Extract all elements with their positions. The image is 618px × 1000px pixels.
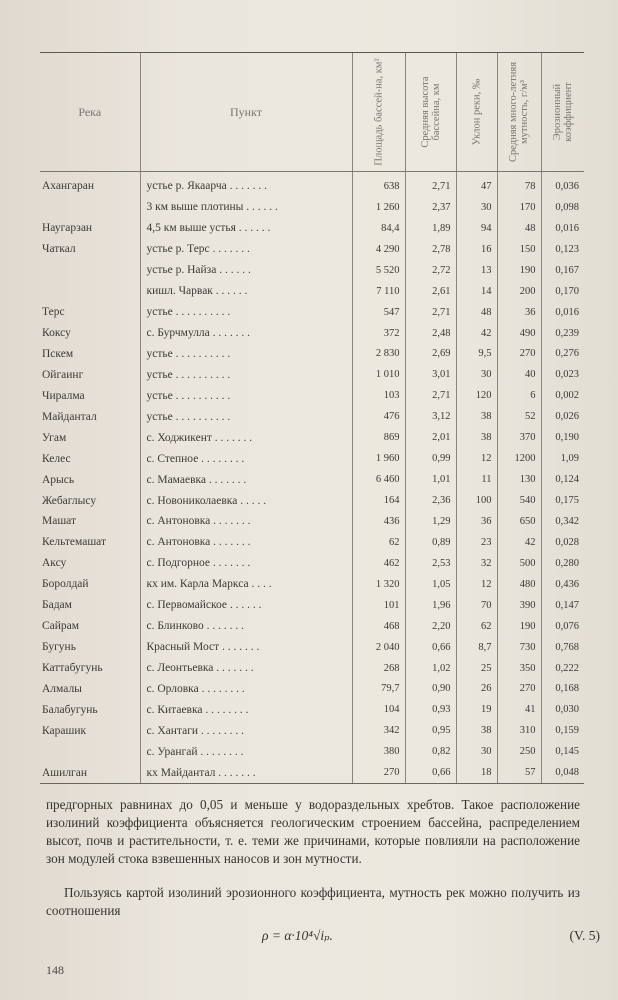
station-cell: устье р. Найза . . . . . . <box>140 260 352 281</box>
erosion-data-table <box>40 52 584 784</box>
value-cell: 0,276 <box>541 344 584 365</box>
table-row <box>40 427 584 448</box>
river-cell <box>40 260 140 281</box>
value-cell: 650 <box>497 511 541 532</box>
station-cell: устье . . . . . . . . . . <box>140 406 352 427</box>
value-cell: 190 <box>497 260 541 281</box>
river-cell: Каттабугунь <box>42 662 103 675</box>
table-row <box>40 679 584 700</box>
table-row <box>40 574 584 595</box>
value-cell: 0,016 <box>541 218 584 239</box>
river-cell: Ахангаран <box>42 180 94 193</box>
table-row <box>40 323 584 344</box>
river-cell <box>40 741 140 762</box>
value-cell: 12 <box>456 448 497 469</box>
table-row <box>40 239 584 260</box>
value-cell: 638 <box>352 172 405 197</box>
value-cell: 1,02 <box>405 658 456 679</box>
column-header: Пункт <box>140 53 352 172</box>
value-cell: 25 <box>456 658 497 679</box>
value-cell: 38 <box>456 720 497 741</box>
value-cell: 14 <box>456 281 497 302</box>
value-cell: 0,436 <box>541 574 584 595</box>
column-header <box>405 53 456 172</box>
value-cell: 547 <box>352 302 405 323</box>
table-row <box>40 448 584 469</box>
river-cell: Жебаглысу <box>42 494 97 507</box>
value-cell: 1,89 <box>405 218 456 239</box>
value-cell: 0,93 <box>405 699 456 720</box>
value-cell: 2 040 <box>352 637 405 658</box>
value-cell: 6 <box>497 385 541 406</box>
station-cell: устье . . . . . . . . . . <box>140 302 352 323</box>
table-row <box>40 762 584 783</box>
value-cell: 490 <box>497 323 541 344</box>
value-cell: 101 <box>352 595 405 616</box>
value-cell: 0,048 <box>541 762 584 783</box>
station-cell: с. Первомайское . . . . . . <box>140 595 352 616</box>
river-cell: Кельтемашат <box>42 536 107 549</box>
station-cell: устье . . . . . . . . . . <box>140 385 352 406</box>
table-row <box>40 511 584 532</box>
value-cell: 2,37 <box>405 197 456 218</box>
column-header <box>456 53 497 172</box>
value-cell: 2,71 <box>405 302 456 323</box>
value-cell: 30 <box>456 197 497 218</box>
value-cell: 268 <box>352 658 405 679</box>
value-cell: 0,66 <box>405 762 456 783</box>
table-header-row <box>40 53 584 172</box>
value-cell: 42 <box>497 532 541 553</box>
value-cell: 1 320 <box>352 574 405 595</box>
value-cell: 0,145 <box>541 741 584 762</box>
value-cell: 40 <box>497 364 541 385</box>
column-header-label: Средняя много-летняя мутность, г/м³ <box>508 61 530 163</box>
value-cell: 270 <box>352 762 405 783</box>
table-row <box>40 385 584 406</box>
value-cell: 30 <box>456 364 497 385</box>
value-cell: 190 <box>497 616 541 637</box>
value-cell: 4 290 <box>352 239 405 260</box>
value-cell: 730 <box>497 637 541 658</box>
value-cell: 0,028 <box>541 532 584 553</box>
table-row <box>40 302 584 323</box>
column-header-label: Площадь бассей-на, км² <box>373 58 384 166</box>
value-cell: 1,96 <box>405 595 456 616</box>
value-cell: 250 <box>497 741 541 762</box>
column-header-label: Уклон реки, ‰ <box>471 78 482 146</box>
station-cell: с. Китаевка . . . . . . . . <box>140 699 352 720</box>
value-cell: 2,69 <box>405 344 456 365</box>
value-cell: 0,026 <box>541 406 584 427</box>
value-cell: 52 <box>497 406 541 427</box>
station-cell: устье р. Якаарча . . . . . . . <box>140 172 352 197</box>
value-cell: 0,342 <box>541 511 584 532</box>
value-cell: 0,076 <box>541 616 584 637</box>
value-cell: 0,190 <box>541 427 584 448</box>
value-cell: 2,20 <box>405 616 456 637</box>
station-cell: с. Новониколаевка . . . . . <box>140 490 352 511</box>
table-row <box>40 595 584 616</box>
river-cell: Бугунь <box>42 641 76 654</box>
value-cell: 436 <box>352 511 405 532</box>
value-cell: 1,05 <box>405 574 456 595</box>
river-cell: Ашилган <box>40 762 140 783</box>
value-cell: 2,61 <box>405 281 456 302</box>
river-cell: Терс <box>42 306 65 319</box>
value-cell: 0,016 <box>541 302 584 323</box>
value-cell: 500 <box>497 553 541 574</box>
table-row <box>40 741 584 762</box>
station-cell: с. Мамаевка . . . . . . . <box>140 469 352 490</box>
station-cell: кишл. Чарвак . . . . . . <box>140 281 352 302</box>
river-cell: Угам <box>42 431 67 444</box>
river-cell: Аксу <box>42 557 67 570</box>
river-cell: Машат <box>42 515 77 528</box>
value-cell: 11 <box>456 469 497 490</box>
value-cell: 78 <box>497 172 541 197</box>
table-body <box>40 172 584 784</box>
station-cell: устье . . . . . . . . . . <box>140 344 352 365</box>
value-cell: 0,167 <box>541 260 584 281</box>
table-row <box>40 699 584 720</box>
value-cell: 150 <box>497 239 541 260</box>
value-cell: 2,36 <box>405 490 456 511</box>
station-cell: с. Антоновка . . . . . . . <box>140 532 352 553</box>
value-cell: 462 <box>352 553 405 574</box>
table-row <box>40 364 584 385</box>
value-cell: 480 <box>497 574 541 595</box>
page-number: 148 <box>46 963 64 977</box>
value-cell: 1 960 <box>352 448 405 469</box>
value-cell: 2,71 <box>405 385 456 406</box>
value-cell: 79,7 <box>352 679 405 700</box>
river-cell: Наугарзан <box>42 222 93 235</box>
table-row <box>40 281 584 302</box>
column-header <box>352 53 405 172</box>
value-cell: 310 <box>497 720 541 741</box>
equation-number: (V. 5) <box>569 928 600 943</box>
value-cell: 0,123 <box>541 239 584 260</box>
column-header: Река <box>40 53 140 172</box>
value-cell: 38 <box>456 427 497 448</box>
value-cell: 1 260 <box>352 197 405 218</box>
river-cell: Чаткал <box>42 243 76 256</box>
value-cell: 16 <box>456 239 497 260</box>
value-cell: 0,82 <box>405 741 456 762</box>
station-cell: с. Бурчмулла . . . . . . . <box>140 323 352 344</box>
value-cell: 0,175 <box>541 490 584 511</box>
station-cell: с. Хантаги . . . . . . . . <box>140 720 352 741</box>
station-cell: с. Орловка . . . . . . . . <box>140 679 352 700</box>
value-cell: 0,280 <box>541 553 584 574</box>
value-cell: 0,023 <box>541 364 584 385</box>
river-cell: Бадам <box>42 599 72 612</box>
value-cell: 0,89 <box>405 532 456 553</box>
value-cell: 270 <box>497 344 541 365</box>
value-cell: 3,12 <box>405 406 456 427</box>
value-cell: 42 <box>456 323 497 344</box>
river-cell: Чиралма <box>42 389 85 402</box>
value-cell: 372 <box>352 323 405 344</box>
table-row <box>40 637 584 658</box>
station-cell: устье р. Терс . . . . . . . <box>140 239 352 260</box>
value-cell: 164 <box>352 490 405 511</box>
value-cell: 0,222 <box>541 658 584 679</box>
value-cell: 390 <box>497 595 541 616</box>
river-cell: Арысь <box>42 473 75 486</box>
value-cell: 540 <box>497 490 541 511</box>
river-cell: Майдантал <box>42 410 97 423</box>
body-paragraph: Пользуясь картой изолиний эрозионного коэффициента, мутность рек можно получить из соотношения <box>46 885 580 918</box>
station-cell: устье . . . . . . . . . . <box>140 364 352 385</box>
table-row <box>40 720 584 741</box>
table-row <box>40 260 584 281</box>
table-row <box>40 490 584 511</box>
river-cell: Коксу <box>42 327 71 340</box>
station-cell: с. Подгорное . . . . . . . <box>140 553 352 574</box>
value-cell: 0,99 <box>405 448 456 469</box>
value-cell: 1,01 <box>405 469 456 490</box>
table-row <box>40 469 584 490</box>
value-cell: 7 110 <box>352 281 405 302</box>
value-cell: 0,036 <box>541 172 584 197</box>
value-cell: 130 <box>497 469 541 490</box>
value-cell: 103 <box>352 385 405 406</box>
value-cell: 62 <box>352 532 405 553</box>
table-row <box>40 616 584 637</box>
formula: ρ = α·10⁴√iₚ. <box>262 928 333 943</box>
table-row <box>40 344 584 365</box>
value-cell: 36 <box>497 302 541 323</box>
column-header-label: Средняя высота бассейна, км <box>419 76 442 148</box>
value-cell: 84,4 <box>352 218 405 239</box>
value-cell: 869 <box>352 427 405 448</box>
value-cell: 13 <box>456 260 497 281</box>
value-cell: 32 <box>456 553 497 574</box>
river-cell: Сайрам <box>42 620 80 633</box>
station-cell: с. Степное . . . . . . . . <box>140 448 352 469</box>
value-cell: 2,01 <box>405 427 456 448</box>
value-cell: 0,239 <box>541 323 584 344</box>
value-cell: 41 <box>497 699 541 720</box>
value-cell: 1,09 <box>541 448 584 469</box>
value-cell: 0,66 <box>405 637 456 658</box>
value-cell: 120 <box>456 385 497 406</box>
value-cell: 0,168 <box>541 679 584 700</box>
river-cell: Пскем <box>42 347 74 360</box>
value-cell: 0,002 <box>541 385 584 406</box>
value-cell: 104 <box>352 699 405 720</box>
table-row <box>40 532 584 553</box>
value-cell: 0,124 <box>541 469 584 490</box>
column-header <box>497 53 541 172</box>
value-cell: 1 010 <box>352 364 405 385</box>
value-cell: 12 <box>456 574 497 595</box>
value-cell: 70 <box>456 595 497 616</box>
river-cell: Боролдай <box>42 578 89 591</box>
value-cell: 350 <box>497 658 541 679</box>
value-cell: 100 <box>456 490 497 511</box>
value-cell: 2 830 <box>352 344 405 365</box>
value-cell: 3,01 <box>405 364 456 385</box>
value-cell: 48 <box>456 302 497 323</box>
station-cell: с. Антоновка . . . . . . . <box>140 511 352 532</box>
station-cell: кх им. Карла Маркса . . . . <box>140 574 352 595</box>
value-cell: 200 <box>497 281 541 302</box>
value-cell: 47 <box>456 172 497 197</box>
value-cell: 57 <box>497 762 541 783</box>
station-cell: с. Урангай . . . . . . . . <box>140 741 352 762</box>
value-cell: 18 <box>456 762 497 783</box>
value-cell: 0,768 <box>541 637 584 658</box>
station-cell: Красный Мост . . . . . . . <box>140 637 352 658</box>
station-cell: с. Леонтьевка . . . . . . . <box>140 658 352 679</box>
table-row <box>40 172 584 197</box>
value-cell: 2,71 <box>405 172 456 197</box>
table-row <box>40 658 584 679</box>
value-cell: 342 <box>352 720 405 741</box>
value-cell: 38 <box>456 406 497 427</box>
value-cell: 62 <box>456 616 497 637</box>
value-cell: 36 <box>456 511 497 532</box>
station-cell: с. Блинково . . . . . . . <box>140 616 352 637</box>
river-cell: Ойгаинг <box>42 368 84 381</box>
value-cell: 2,72 <box>405 260 456 281</box>
value-cell: 0,170 <box>541 281 584 302</box>
value-cell: 0,147 <box>541 595 584 616</box>
station-cell: 4,5 км выше устья . . . . . . <box>140 218 352 239</box>
value-cell: 380 <box>352 741 405 762</box>
value-cell: 0,030 <box>541 699 584 720</box>
value-cell: 2,53 <box>405 553 456 574</box>
column-header-label: Эрозионный коэффициент <box>551 82 574 142</box>
table-row <box>40 553 584 574</box>
value-cell: 19 <box>456 699 497 720</box>
value-cell: 468 <box>352 616 405 637</box>
river-cell: Алмалы <box>42 682 82 695</box>
river-cell: Балабугунь <box>42 703 98 716</box>
river-cell: Карашик <box>42 724 87 737</box>
value-cell: 270 <box>497 679 541 700</box>
station-cell: с. Ходжикент . . . . . . . <box>140 427 352 448</box>
value-cell: 30 <box>456 741 497 762</box>
value-cell: 2,48 <box>405 323 456 344</box>
value-cell: 0,95 <box>405 720 456 741</box>
value-cell: 0,90 <box>405 679 456 700</box>
value-cell: 8,7 <box>456 637 497 658</box>
value-cell: 23 <box>456 532 497 553</box>
value-cell: 0,098 <box>541 197 584 218</box>
value-cell: 5 520 <box>352 260 405 281</box>
river-cell <box>40 281 140 302</box>
table-row <box>40 197 584 218</box>
value-cell: 9,5 <box>456 344 497 365</box>
river-cell: Келес <box>42 452 71 465</box>
value-cell: 370 <box>497 427 541 448</box>
value-cell: 6 460 <box>352 469 405 490</box>
value-cell: 0,159 <box>541 720 584 741</box>
value-cell: 94 <box>456 218 497 239</box>
column-header <box>541 53 584 172</box>
value-cell: 26 <box>456 679 497 700</box>
table-row <box>40 406 584 427</box>
value-cell: 170 <box>497 197 541 218</box>
body-paragraph: предгорных равнинах до 0,05 и меньше у водораздельных хребтов. Такое расположение изолиний коэффициента объясняется геологическим строением бассейна, распределением высот, почв и растительности, т. е. теми же причинами, которые повлияли на расположение зон модулей стока взвешенных наносов и зон мутности. <box>46 797 580 866</box>
value-cell: 1,29 <box>405 511 456 532</box>
value-cell: 48 <box>497 218 541 239</box>
value-cell: 2,78 <box>405 239 456 260</box>
value-cell: 476 <box>352 406 405 427</box>
value-cell: 1200 <box>497 448 541 469</box>
station-cell: 3 км выше плотины . . . . . . <box>140 197 352 218</box>
station-cell: кх Майдантал . . . . . . . <box>140 762 352 783</box>
river-cell <box>40 197 140 218</box>
table-row <box>40 218 584 239</box>
